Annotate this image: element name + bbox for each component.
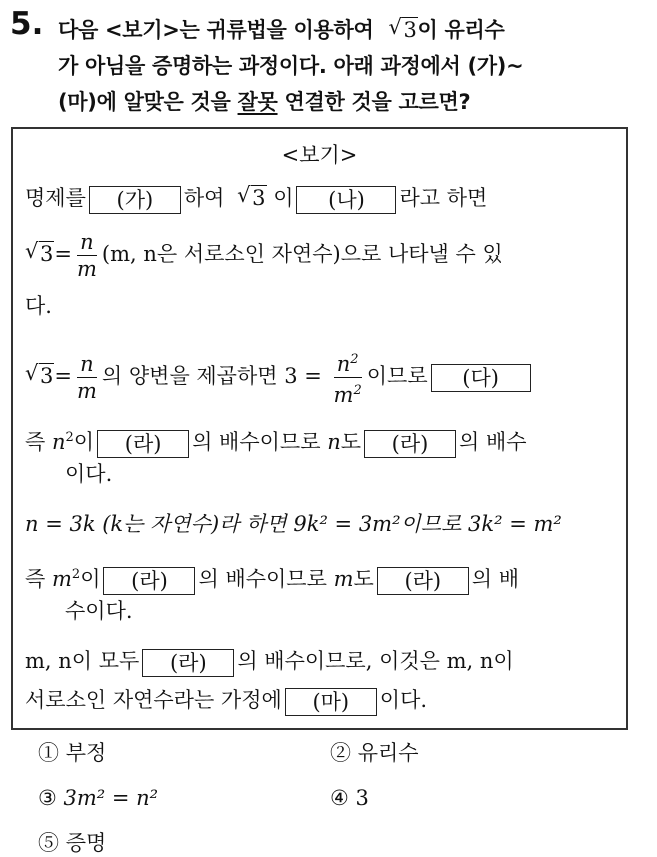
proof-row-1: [25, 183, 487, 214]
choice-marker: ④: [330, 786, 349, 810]
question-line-1-part-a: 다음 <보기>는 귀류법을 이용하여: [58, 18, 374, 42]
question-number: 5.: [10, 6, 44, 42]
sqrt-arg: 3: [252, 186, 266, 210]
choice-marker: ①: [38, 741, 59, 765]
choice-5[interactable]: [38, 827, 106, 857]
sqrt-symbol: √ 3: [388, 15, 417, 42]
bogi-title: <보기>: [281, 143, 358, 167]
row8-text-c: 이: [80, 567, 101, 591]
choice-3[interactable]: [38, 786, 158, 810]
proof-row-8: 즉 $m^2$이 (라) 의 배수이므로 m도 (라) 의 배: [25, 567, 520, 593]
question-line-3-part-b: 연결한 것을 고르면?: [284, 90, 471, 114]
question-line-1: [58, 12, 648, 48]
row8-text-f: 도: [353, 567, 374, 591]
fraction-numerator: $n^2$: [334, 347, 362, 378]
row10-text-a: m, n이 모두: [25, 649, 140, 673]
blank-ra: (라): [97, 430, 189, 458]
blank-na: (나): [296, 186, 396, 214]
proof-row-9: 수이다.: [65, 599, 133, 623]
row11-text-b: 이다.: [379, 688, 428, 712]
blank-ra: (라): [364, 430, 456, 458]
proof-row-10: [25, 646, 514, 677]
blank-ra: (라): [377, 567, 469, 595]
question-line-2: 가 아님을 증명하는 과정이다. 아래 과정에서 (가)~: [58, 54, 524, 78]
proof-row-6: 이다.: [65, 462, 113, 486]
row5-text-g: 의 배수: [459, 430, 527, 454]
row4-text-a: 의 양변을 제곱하면 3 =: [101, 364, 322, 388]
choice-marker: ⑤: [38, 831, 59, 855]
proof-row-11: [25, 685, 427, 716]
blank-ma: (마): [285, 688, 377, 716]
proof-row-3: 다.: [25, 294, 52, 318]
row2-text: (m, n은 서로소인 자연수)으로 나타낼 수 있: [101, 242, 503, 266]
row1-text-c: 이: [273, 186, 294, 210]
var-m: m: [51, 567, 72, 591]
choice-2[interactable]: [330, 737, 419, 767]
sqrt-symbol: √ 3: [237, 183, 266, 210]
question-line-3: [58, 84, 648, 120]
blank-da: (다): [431, 364, 531, 392]
choice-marker: ②: [330, 741, 351, 765]
row11-text-a: 서로소인 자연수라는 가정에: [25, 688, 282, 712]
proof-row-2: [25, 229, 503, 282]
fraction-numerator: n: [77, 229, 97, 256]
blank-ga: (가): [89, 186, 181, 214]
question-text: [58, 12, 648, 120]
row1-text-d: 라고 하면: [399, 186, 488, 210]
row1-text-b: 하여: [183, 186, 225, 210]
proof-row-5: 즉 $n^2$이 (라) 의 배수이므로 n도 (라) 의 배수: [25, 430, 527, 456]
choice-marker: ③: [38, 786, 57, 810]
sqrt-symbol: √ 3: [25, 361, 54, 388]
row5-text-c: 이: [73, 430, 95, 454]
var-n: n: [51, 430, 66, 454]
equals-sign: =: [54, 242, 72, 266]
sqrt-arg: 3: [403, 18, 417, 42]
choice-text: 증명: [65, 831, 107, 855]
bogi-box: [11, 127, 628, 730]
sqrt-symbol: √ 3: [25, 239, 54, 266]
row8-text-a: 즉: [25, 567, 46, 591]
row4-text-b: 이므로: [366, 364, 428, 388]
row1-text-a: 명제를: [25, 186, 86, 210]
row8-text-d: 의 배수이므로: [198, 567, 327, 591]
fraction-n2-over-m2: [331, 347, 365, 408]
var-n: n: [327, 430, 341, 454]
proof-row-4: √ 3= $\frac{n}{m}$ 의 양변을 제곱하면 3 = $\frac{n^2}{m^2}$ 이므로 (다): [25, 347, 534, 408]
fraction-denominator: m: [76, 257, 97, 281]
fraction-n-over-m: [74, 351, 100, 404]
row8-text-g: 의 배: [471, 567, 520, 591]
fraction-n-over-m: [74, 229, 100, 282]
fraction-denominator: m: [76, 379, 97, 403]
question-line-3-part-a: (마)에 알맞은 것을: [58, 90, 231, 114]
var-m: m: [333, 567, 354, 591]
blank-ra: (라): [142, 649, 234, 677]
row5-text-d: 의 배수이므로: [192, 430, 321, 454]
proof-row-7: n = 3k (k는 자연수)라 하면 9k² = 3m²이므로 3k² = m²: [25, 512, 562, 536]
choice-text: 유리수: [357, 741, 419, 765]
question-line-1-part-b: 이 유리수: [417, 18, 505, 42]
choice-text: 3: [355, 786, 369, 810]
choice-text: 3m² = n²: [63, 786, 159, 810]
row5-text-f: 도: [340, 430, 362, 454]
fraction-numerator: n: [77, 351, 97, 378]
choice-text: 부정: [65, 741, 107, 765]
underlined-word: 잘못: [237, 90, 278, 114]
fraction-denominator: $m^2$: [333, 383, 362, 407]
blank-ra: (라): [103, 567, 195, 595]
choice-4[interactable]: [330, 786, 369, 810]
row5-text-a: 즉: [25, 430, 46, 454]
choice-1[interactable]: [38, 737, 106, 767]
row10-text-b: 의 배수이므로, 이것은 m, n이: [237, 649, 514, 673]
